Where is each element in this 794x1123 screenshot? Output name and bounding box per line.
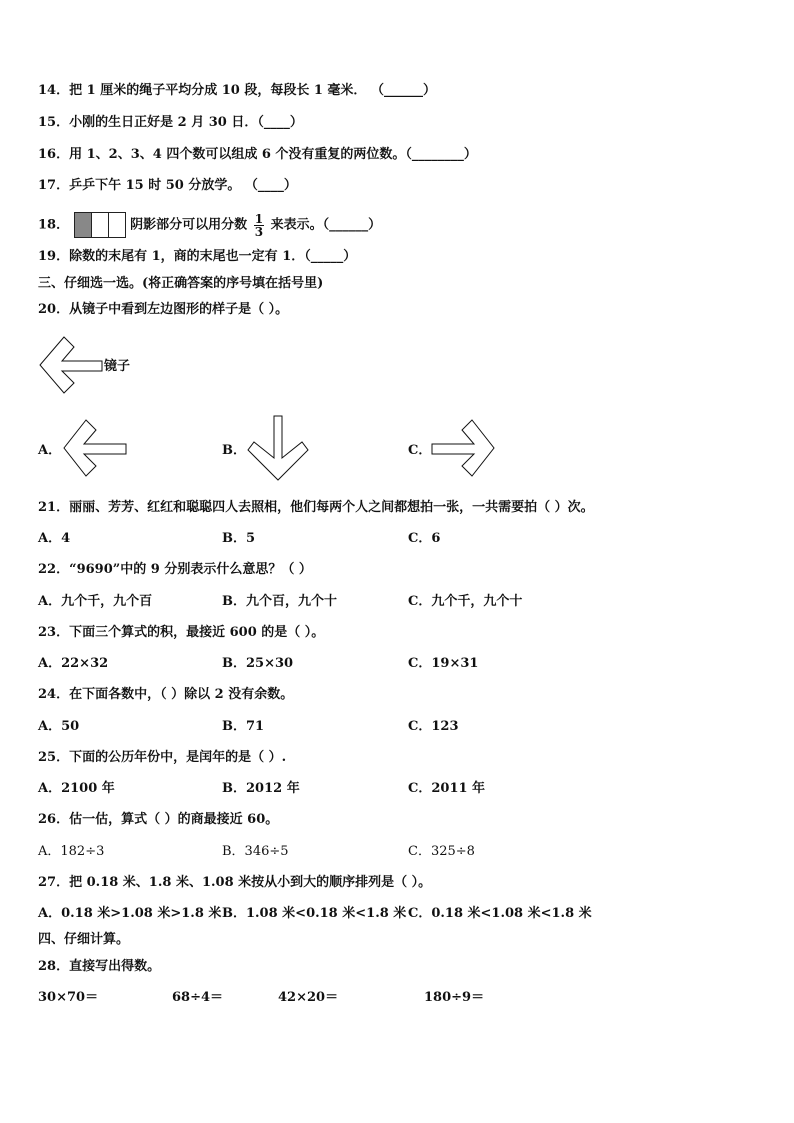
q27-option-c: C．0.18 米<1.08 米<1.8 米 — [408, 906, 592, 921]
q26-option-b: B．346÷5 — [222, 844, 289, 859]
q21-option-c: C．6 — [408, 531, 441, 546]
q20-option-c-figure — [430, 418, 498, 482]
mirror-label: 镜子 — [104, 359, 131, 374]
q20-option-a-figure — [62, 418, 130, 482]
q22-option-c: C．九个千，九个十 — [408, 594, 523, 609]
q25-option-c: C．2011 年 — [408, 781, 486, 796]
fraction-one-third — [254, 213, 264, 238]
question-18-suffix: 来表示。（______） — [270, 217, 382, 233]
unshaded-part-2 — [108, 213, 125, 238]
q28-item-3: 42×20＝ — [278, 990, 339, 1005]
q22-option-b: B．九个百，九个十 — [222, 594, 337, 609]
arrow-shape-left — [40, 337, 102, 393]
q21-option-a: A．4 — [38, 531, 71, 546]
unshaded-part-1 — [91, 213, 108, 238]
q25-option-b: B．2012 年 — [222, 781, 300, 796]
section-3-heading: 三、仔细选一选。(将正确答案的序号填在括号里) — [38, 276, 324, 291]
q23-option-c: C．19×31 — [408, 656, 479, 671]
question-22: 22．“9690”中的 9 分别表示什么意思？（ ） — [38, 562, 312, 577]
option-a-arrow — [64, 420, 126, 476]
fraction-numerator: 1 — [254, 211, 264, 226]
q28-item-4: 180÷9＝ — [424, 990, 485, 1005]
q27-option-b: B．1.08 米<0.18 米<1.8 米 — [222, 906, 407, 921]
question-28: 28．直接写出得数。 — [38, 959, 161, 974]
q20-option-b-figure — [246, 414, 312, 484]
q20-option-a: A． — [38, 443, 62, 458]
q27-option-a: A．0.18 米>1.08 米>1.8 米 — [38, 906, 222, 921]
question-25: 25．下面的公历年份中，是闰年的是（ ）. — [38, 750, 287, 765]
question-18-text: 阴影部分可以用分数 — [130, 217, 248, 233]
q26-option-c: C．325÷8 — [408, 844, 475, 859]
q24-option-a: A．50 — [38, 719, 80, 734]
question-14: 14．把 1 厘米的绳子平均分成 10 段，每段长 1 毫米． （______） — [38, 83, 436, 98]
q20-option-b: B． — [222, 443, 246, 458]
q21-option-b: B．5 — [222, 531, 256, 546]
q24-option-b: B．71 — [222, 719, 265, 734]
section-4-heading: 四、仔细计算。 — [38, 932, 130, 947]
q24-option-c: C．123 — [408, 719, 459, 734]
shaded-rectangle-figure — [74, 212, 126, 238]
fraction-figure-svg — [74, 212, 126, 238]
question-26: 26．估一估，算式（ ）的商最接近 60。 — [38, 812, 279, 827]
question-15: 15．小刚的生日正好是 2 月 30 日．（____） — [38, 115, 303, 130]
question-18-number: 18． — [38, 217, 70, 233]
question-23: 23．下面三个算式的积，最接近 600 的是（ ）。 — [38, 625, 325, 640]
question-19: 19．除数的末尾有 1，商的末尾也一定有 1．（_____） — [38, 249, 357, 264]
q28-item-1: 30×70＝ — [38, 990, 99, 1005]
fraction-denominator: 3 — [254, 224, 264, 239]
shaded-part — [74, 213, 91, 238]
question-24: 24．在下面各数中，（ ）除以 2 没有余数。 — [38, 687, 294, 702]
question-16: 16．用 1、2、3、4 四个数可以组成 6 个没有重复的两位数。（________） — [38, 147, 477, 162]
question-17: 17．乒乒下午 15 时 50 分放学。 （____） — [38, 178, 297, 193]
question-21: 21．丽丽、芳芳、红红和聪聪四人去照相，他们每两个人之间都想拍一张，一共需要拍（ ）次。 — [38, 500, 594, 515]
q22-option-a: A．九个千，九个百 — [38, 594, 153, 609]
q23-option-a: A．22×32 — [38, 656, 109, 671]
q23-option-b: B．25×30 — [222, 656, 294, 671]
q28-item-2: 68÷4＝ — [172, 990, 224, 1005]
question-20: 20．从镜子中看到左边图形的样子是（ ）。 — [38, 302, 289, 317]
option-c-arrow — [432, 420, 494, 476]
question-18 — [38, 212, 381, 238]
option-b-arrow — [248, 416, 308, 480]
question-27: 27．把 0.18 米、1.8 米、1.08 米按从小到大的顺序排列是（ ）。 — [38, 875, 432, 890]
q26-option-a: A．182÷3 — [38, 844, 105, 859]
q25-option-a: A．2100 年 — [38, 781, 115, 796]
q20-option-c: C． — [408, 443, 432, 458]
